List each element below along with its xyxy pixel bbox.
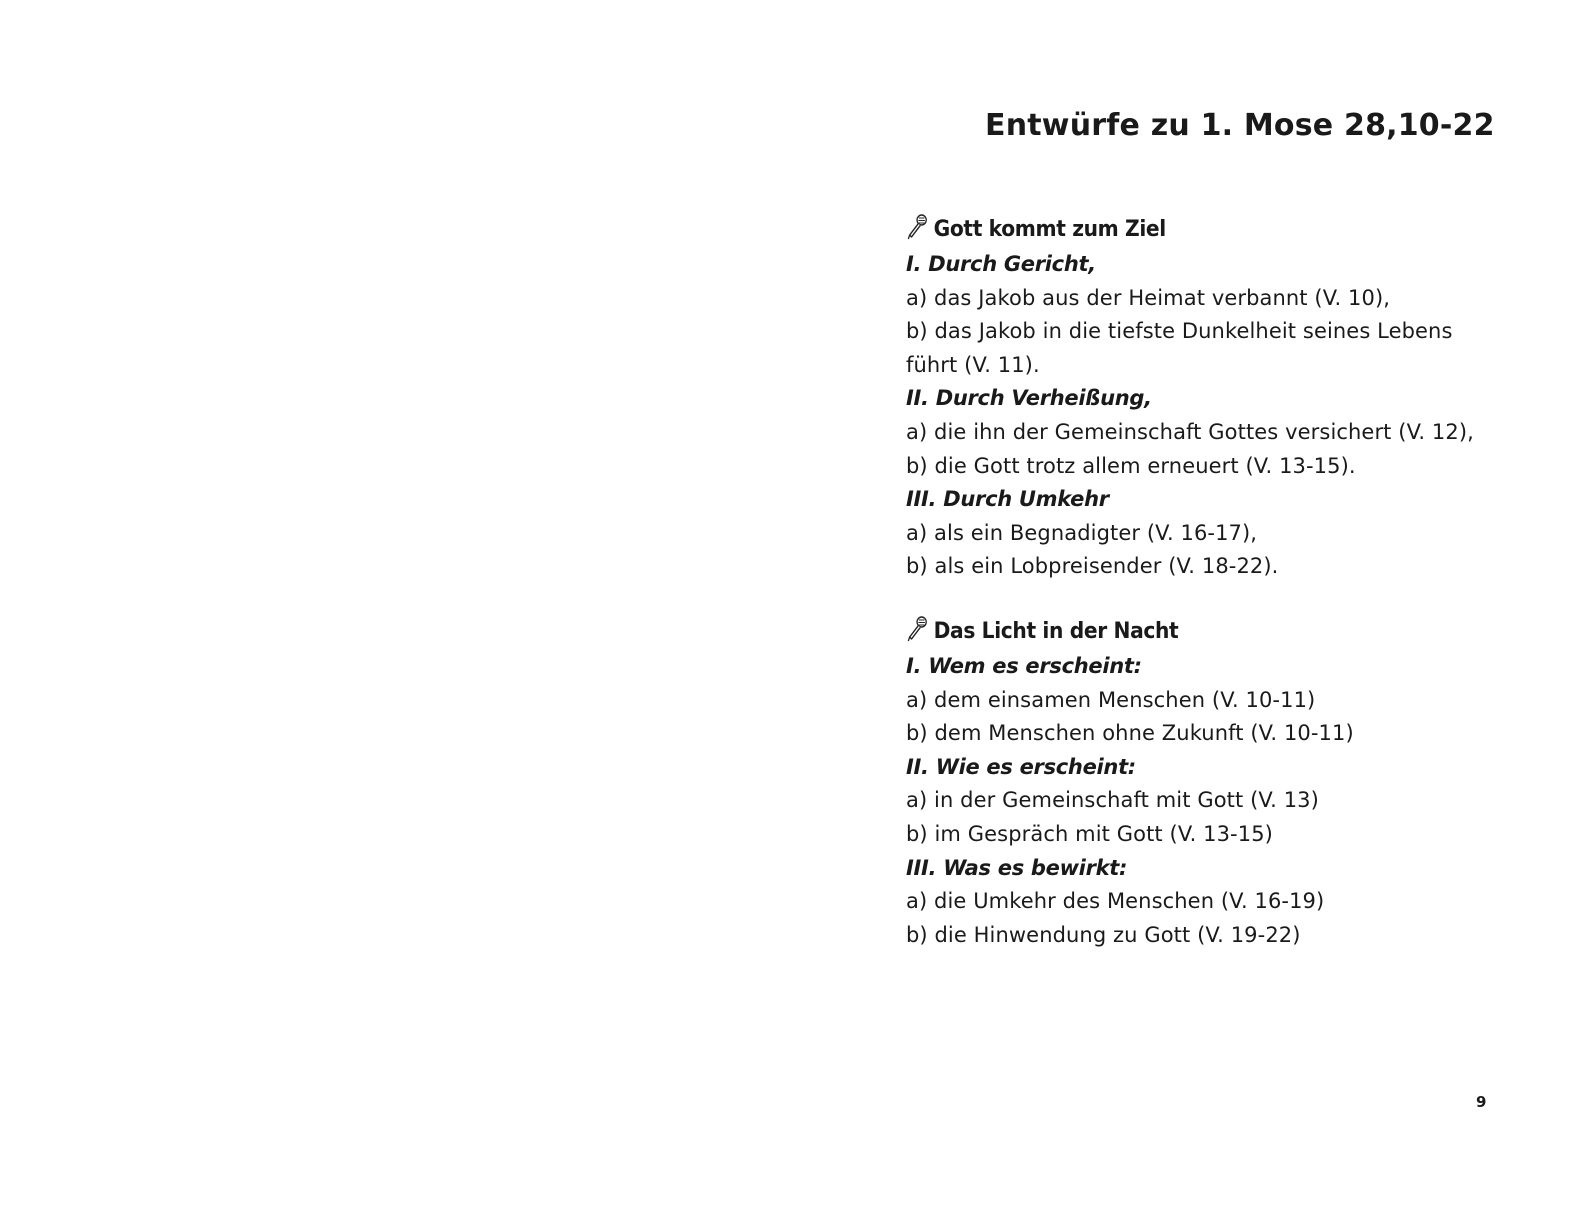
outline-point: a) die ihn der Gemeinschaft Gottes versichert (V. 12), bbox=[906, 419, 1474, 444]
outline-point: b) die Hinwendung zu Gott (V. 19-22) bbox=[906, 922, 1301, 947]
page-title: Entwürfe zu 1. Mose 28,10-22 bbox=[985, 108, 1495, 143]
outline-point: a) dem einsamen Menschen (V. 10-11) bbox=[906, 687, 1316, 712]
section-heading: I. Durch Gericht, bbox=[906, 252, 1096, 276]
page-number: 9 bbox=[1476, 1093, 1487, 1111]
outline-point: a) in der Gemeinschaft mit Gott (V. 13) bbox=[906, 788, 1319, 813]
microphone-icon bbox=[906, 615, 928, 643]
outline-point: b) dem Menschen ohne Zukunft (V. 10-11) bbox=[906, 721, 1354, 746]
microphone-icon bbox=[906, 213, 928, 241]
outline-title bbox=[906, 212, 1458, 248]
outline-point: a) die Umkehr des Menschen (V. 16-19) bbox=[906, 889, 1325, 914]
outline-title bbox=[906, 614, 1458, 650]
outline-point: b) im Gespräch mit Gott (V. 13-15) bbox=[906, 821, 1273, 846]
outline-point: b) als ein Lobpreisender (V. 18-22). bbox=[906, 554, 1279, 579]
outline-point: b) die Gott trotz allem erneuert (V. 13-15). bbox=[906, 453, 1356, 478]
outline-point: b) das Jakob in die tiefste Dunkelheit seines Lebens führt (V. 11). bbox=[906, 319, 1453, 377]
section-heading: II. Wie es erscheint: bbox=[906, 754, 1136, 779]
section-heading: I. Wem es erscheint: bbox=[906, 654, 1142, 678]
section-heading: III. Durch Umkehr bbox=[906, 487, 1109, 512]
outline-point: a) als ein Begnadigter (V. 16-17), bbox=[906, 520, 1258, 545]
section-heading: II. Durch Verheißung, bbox=[906, 386, 1152, 411]
section-heading: III. Was es bewirkt: bbox=[906, 855, 1128, 880]
outline-title-text: Das Licht in der Nacht bbox=[933, 619, 1179, 645]
sermon-outline-2 bbox=[906, 614, 1506, 952]
sermon-outline-1 bbox=[906, 212, 1506, 584]
outline-point: a) das Jakob aus der Heimat verbannt (V. 10), bbox=[906, 285, 1391, 310]
outline-title-text: Gott kommt zum Ziel bbox=[933, 217, 1166, 243]
